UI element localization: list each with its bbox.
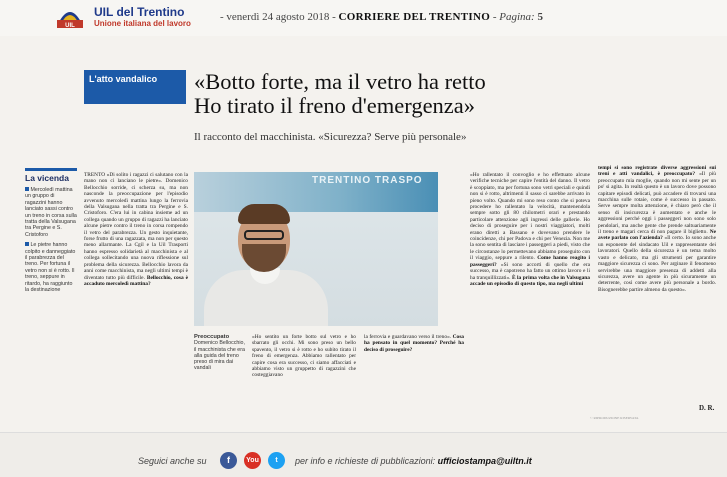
contact-email-link[interactable]: ufficiostampa@uiltn.it bbox=[437, 456, 532, 466]
publication-date: - venerdì 24 agosto 2018 - bbox=[220, 11, 336, 23]
page-header bbox=[0, 0, 727, 36]
article-column-1: TRENTO «Di solito i ragazzi ci salutano con la mano non ci lanciano le pietre». Domenico Bellocchio sorride, ci scherza su, ma non nasconde la preoccupazione per l'episodio avvenuto mercoledì mattina lungo la ferrovia della Valsugana nella tratta tra Pergine e S. Cristoforo. C'era lui in cabina insieme ad un collega quando un gruppo di ragazzi ha lanciato alcune pietre contro il treno in corsa rompendo il vetro del parabrezza. Un gesto inquietante, forse frutto di una ragazzata, ma non per questo meno allarmante. La Cgil e la Uil Trasporti hanno espresso solidarietà al macchinista e al collega sollecitando una nuova riflessione sul problema della sicurezza. Bellocchio lavora da anni come macchinista, ma negli ultimi tempi è diventato tutto più difficile. Bellocchio, cosa è accaduto mercoledì mattina? bbox=[84, 172, 188, 287]
svg-text:UIL: UIL bbox=[65, 23, 75, 28]
article-column-2: «Ho sentito un forte botto sul vetro e ho sbarrato gli occhi. Mi sono preso un bello spavento, il vetro si è rotto e ho subito tirato il freno di emergenza. Abbiamo rallentato per capire cosa era successo, ci siamo affacciati e abbiamo visto un gruppetto di ragazzini che costeggiavano bbox=[252, 334, 356, 379]
twitter-icon[interactable]: t bbox=[268, 452, 285, 469]
article-column-5: tempi si sono registrate diverse aggressioni sui treni e atti vandalici, è preoccupato? «Il più preoccupato mia moglie, quando non mi sente per un po' si agita. In realtà questo è un lavoro dove possono capitare episodi delicati, può accadere di trovarsi una macchina sulle rotaie, come è successo in passato. Serve sempre molta attenzione, è chiaro però che il senso di insicurezza è aumentato e anche le aggressioni perché oggi i passeggeri non sono solo pendolari, ma anche gente che prende saltuariamente il treno e magari cerca di non pagare il biglietto. Ne avete parlato con l'azienda? «Il certo. Io sono anche un esponente del sindacato Uil e rappresentante dei lavoratori. Quello della sicurezza è un tema molto vasto e delicato, ma gli strumenti per garantire maggiore sicurezza ci sono. Per arginare il fenomeno servirebbe una maggiore presenza di addetti alla sicurezza, avere un agente in più sicuramente un deterrente, così come avere più personale a bordo. Bisognerebbe partire almeno da questo». bbox=[598, 165, 716, 293]
section-tag: L'atto vandalico bbox=[84, 70, 186, 104]
org-name: UIL del Trentino bbox=[94, 5, 185, 19]
page-footer bbox=[0, 432, 727, 477]
article-subhead: Il racconto del macchinista. «Sicurezza? Serve più personale» bbox=[194, 131, 467, 143]
train-sign: TRENTINO TRASPO bbox=[312, 175, 423, 186]
author-signature: D. R. bbox=[699, 404, 715, 412]
sidebar-item-1: Mercoledì mattina un gruppo di ragazzini hanno lanciato sassi contro un treno in corsa sulla tratta della Valsugana tra Pergine e S. Cristoforo bbox=[25, 187, 77, 238]
org-subtitle: Unione italiana del lavoro bbox=[94, 19, 191, 28]
sidebar-title: La vicenda bbox=[25, 168, 77, 183]
follow-label: Seguici anche su bbox=[138, 456, 207, 466]
page-label: - Pagina: bbox=[492, 11, 535, 23]
publication-line bbox=[220, 11, 543, 23]
youtube-icon[interactable]: You bbox=[244, 452, 261, 469]
square-bullet-icon bbox=[25, 242, 29, 246]
page-number: 5 bbox=[537, 11, 543, 23]
article-headline: «Botto forte, ma il vetro ha retto Ho tirato il freno d'emergenza» bbox=[194, 69, 486, 118]
question-1: Bellocchio, cosa è accaduto mercoledì mattina? bbox=[84, 274, 188, 287]
article-column-3b: la ferrovia e guardavano verso il treno». Cosa ha pensato in quel momento? Perché ha deciso di proseguire? bbox=[364, 334, 464, 353]
glasses-icon bbox=[244, 230, 284, 240]
uil-logo bbox=[57, 4, 83, 28]
publication-name: CORRIERE DEL TRENTINO bbox=[338, 11, 491, 23]
sidebar-vicenda bbox=[25, 168, 77, 294]
facebook-icon[interactable]: f bbox=[220, 452, 237, 469]
photo-caption: Preoccupato Domenico Bellocchio, il macchinista che era alla guida del treno preso di mira dai vandali bbox=[194, 334, 245, 372]
sidebar-item-2: Le pietre hanno colpito e danneggiato il parabrezza del treno. Per fortuna il vetro non si è rotto. Il treno, seppure in ritardo, ha raggiunto la destinazione bbox=[25, 242, 76, 294]
article-column-4: «Ho rallentato il convoglio e ho effettuato alcune verifiche tecniche per capire l'entità del danno. Il vetro è scoppiato, ma per fortuna sono vetri speciali e quindi non si è rotto, altrimenti il sasso ci sarebbe arrivato in pieno volto. Quando mi sono reso conto che si poteva procedere ho rallentato la velocità, mantenendola sempre sotto gli 80 chilometri orari e prestando particolare attenzione agli ingressi delle gallerie. Ho deciso di proseguire per i nostri viaggiatori, molti erano diretti a Bassano e dovevano prendere le coincidenze, chi per Padova e chi per Venezia. Non me la sono sentita di lasciare i passeggeri a piedi, visto che le circostanze lo permettevano abbiamo proseguito con il viaggio, seppure a rilento. Come hanno reagito i passeggeri? «Si sono accorti di quello che era successo, ma è capotreno ha fatto un ottimo lavoro e li ha tranquillizzati». È la prima volta che in Valsugana accade un episodio di questo tipo, ma negli ultimi bbox=[470, 172, 590, 287]
square-bullet-icon bbox=[25, 187, 29, 191]
caption-title: Preoccupato bbox=[194, 334, 230, 340]
contact-info: per info e richieste di pubblicazioni: ufficiostampa@uiltn.it bbox=[295, 456, 532, 466]
article-photo bbox=[194, 172, 438, 326]
copyright-note: © RIPRODUZIONE RISERVATA bbox=[590, 416, 639, 420]
